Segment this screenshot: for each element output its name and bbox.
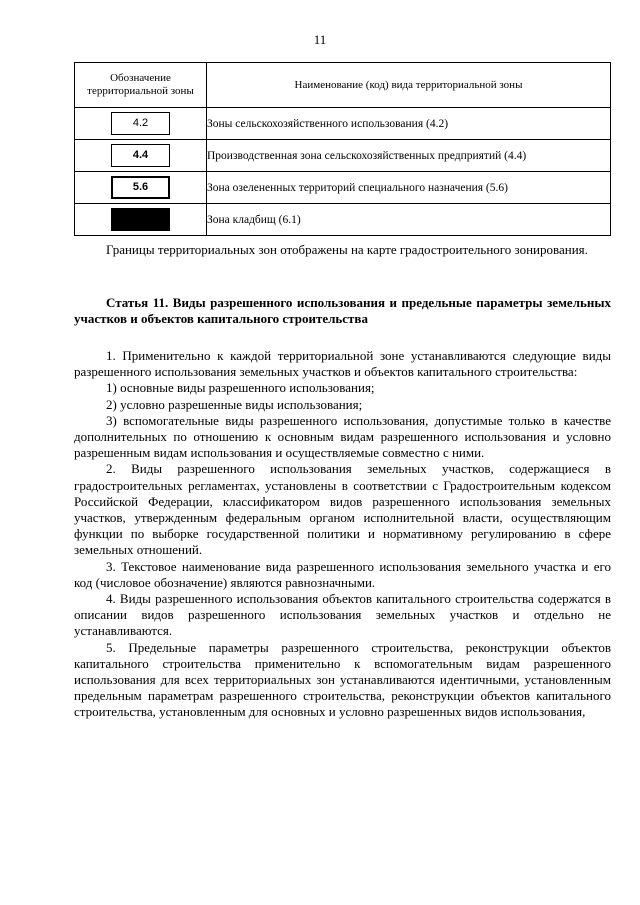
header-code: Обозначение территориальной зоны [75, 63, 207, 108]
paragraph: 1. Применительно к каждой территориальной зоне устанавливаются следующие виды разрешенного использования земельных участков и объектов капитального строительства: [74, 348, 611, 380]
zones-table [74, 62, 611, 236]
table-row [75, 108, 611, 140]
zone-name: Зона озелененных территорий специального назначения (5.6) [207, 172, 611, 204]
paragraph: 2. Виды разрешенного использования земельных участков, содержащиеся в градостроительных регламентах, установлены в соответствии с Градостроительным кодексом Российской Федерации, классификатором видов разрешенного использования земельных участков, утвержденным федеральным органом исполнительной власти, осуществляющим функции по выборке государственной политики и нормативному регулированию в сфере земельных отношений. [74, 461, 611, 558]
article-body [74, 348, 611, 721]
page-number: 11 [313, 32, 327, 47]
paragraph: 4. Виды разрешенного использования объектов капитального строительства содержатся в описании видов разрешенного использования земельных участков и отдельно не устанавливаются. [74, 591, 611, 639]
table-row [75, 204, 611, 236]
zone-code-box-black [111, 208, 170, 231]
zone-name: Зона кладбищ (6.1) [207, 204, 611, 236]
paragraph: 3. Текстовое наименование вида разрешенного использования земельного участка и его код (числовое обозначение) являются равнозначными. [74, 558, 611, 590]
zone-code-box: 4.2 [111, 112, 170, 135]
header-name: Наименование (код) вида территориальной зоны [207, 63, 611, 108]
paragraph: 3) вспомогательные виды разрешенного использования, допустимые только в качестве дополнительных по отношению к основным видам разрешенного использования и условно разрешенным видам использования и осуществляемые совместно с ними. [74, 412, 611, 461]
paragraph: 1) основные виды разрешенного использования; [106, 380, 375, 396]
table-row [75, 140, 611, 172]
zone-code-box: 5.6 [111, 176, 170, 199]
zone-name: Производственная зона сельскохозяйственных предприятий (4.4) [207, 140, 611, 172]
zone-code-box: 4.4 [111, 144, 170, 167]
paragraph: 5. Предельные параметры разрешенного строительства, реконструкции объектов капитального строительства применительно к вспомогательным видам разрешенного использования для всех территориальных зон устанавливаются идентичными, установленным предельным параметрам разрешенного строительства, реконструкции объектов капитального строительства, установленным для основных и условно разрешенных видов использования, [74, 639, 611, 720]
table-row [75, 172, 611, 204]
borders-paragraph [74, 242, 611, 258]
article-heading: Статья 11. Виды разрешенного использования и предельные параметры земельных участков и объектов капитального строительства [74, 295, 611, 326]
zone-name: Зоны сельскохозяйственного использования (4.2) [207, 108, 611, 140]
table-header-row [75, 63, 611, 108]
paragraph: 2) условно разрешенные виды использования; [106, 396, 363, 412]
paragraph: Границы территориальных зон отображены на карте градостроительного зонирования. [106, 242, 588, 257]
